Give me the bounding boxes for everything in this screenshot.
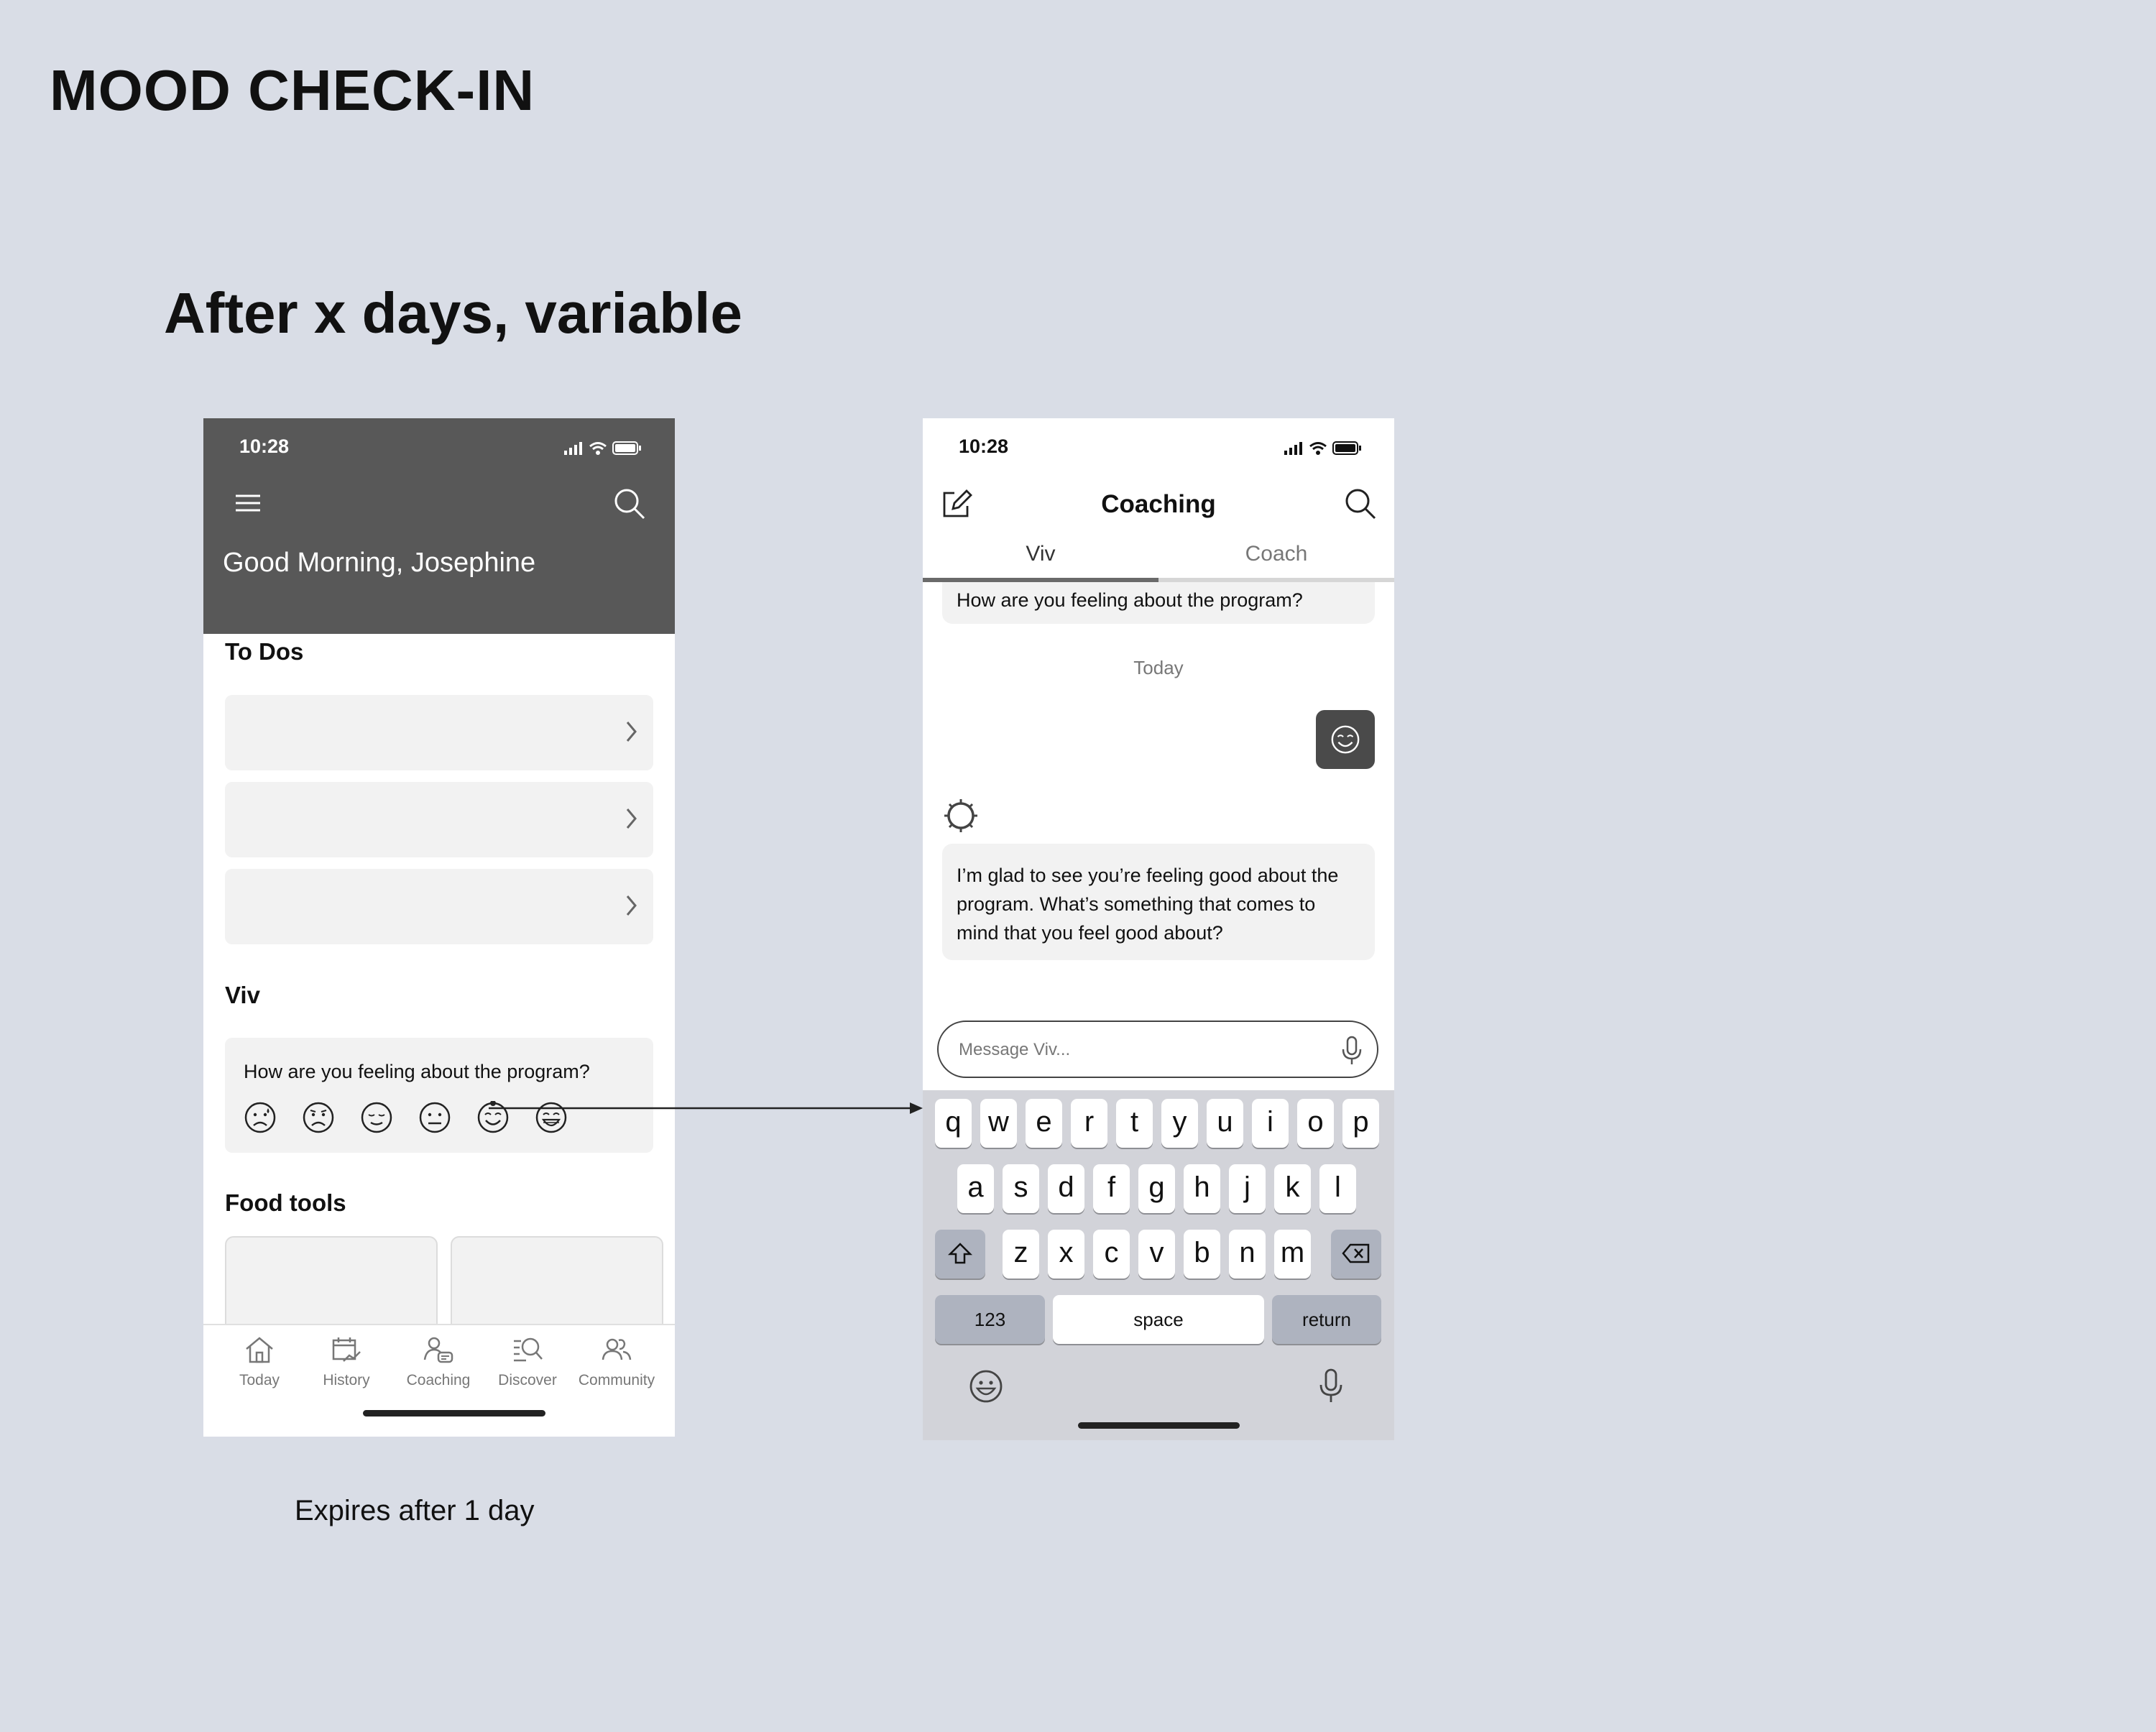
tab-label: Discover	[498, 1372, 557, 1388]
tab-viv[interactable]: Viv	[1026, 542, 1056, 566]
viv-heading: Viv	[225, 982, 260, 1008]
key-e[interactable]: e	[1026, 1099, 1062, 1148]
key-t[interactable]: t	[1116, 1099, 1153, 1148]
todos-heading: To Dos	[225, 638, 304, 665]
key-z[interactable]: z	[1003, 1230, 1039, 1279]
screen-title: Coaching	[1101, 490, 1216, 518]
viv-reply-message	[942, 844, 1375, 960]
bottom-tab-bar	[203, 1324, 675, 1437]
smiling-face-icon	[1330, 724, 1361, 755]
search-icon[interactable]	[1344, 487, 1377, 520]
home-icon	[244, 1335, 275, 1364]
tab-history[interactable]	[300, 1335, 393, 1389]
message-input-box	[937, 1021, 1378, 1078]
home-header	[203, 418, 675, 634]
home-indicator	[363, 1410, 545, 1417]
key-v[interactable]: v	[1138, 1230, 1175, 1279]
viv-question: How are you feeling about the program?	[244, 1061, 590, 1082]
chevron-right-icon	[625, 806, 639, 831]
backspace-icon	[1342, 1243, 1370, 1264]
shift-arrow-icon	[948, 1241, 972, 1266]
chevron-right-icon	[625, 893, 639, 918]
key-c[interactable]: c	[1093, 1230, 1130, 1279]
chevron-right-icon	[625, 719, 639, 744]
message-line: I’m glad to see you’re feeling good about the	[957, 865, 1339, 886]
todo-item[interactable]	[225, 869, 653, 944]
todo-item[interactable]	[225, 782, 653, 857]
viv-avatar-icon	[942, 797, 980, 834]
tab-discover[interactable]	[481, 1335, 574, 1389]
discover-search-icon	[512, 1335, 543, 1364]
key-s[interactable]: s	[1003, 1164, 1039, 1213]
key-i[interactable]: i	[1252, 1099, 1289, 1148]
key-d[interactable]: d	[1048, 1164, 1084, 1213]
coaching-screen	[923, 418, 1394, 1440]
return-key[interactable]: return	[1272, 1295, 1381, 1344]
key-y[interactable]: y	[1161, 1099, 1198, 1148]
key-f[interactable]: f	[1093, 1164, 1130, 1213]
key-l[interactable]: l	[1319, 1164, 1356, 1213]
key-q[interactable]: q	[935, 1099, 972, 1148]
search-icon[interactable]	[613, 487, 646, 520]
tab-label: Coaching	[406, 1372, 471, 1388]
tab-label: Community	[578, 1372, 655, 1388]
home-screen	[203, 418, 675, 1437]
keyboard	[923, 1090, 1394, 1440]
home-indicator	[1078, 1422, 1240, 1429]
page-title: MOOD CHECK-IN	[50, 58, 535, 122]
todo-item[interactable]	[225, 695, 653, 770]
hamburger-menu-icon[interactable]	[234, 493, 263, 515]
key-u[interactable]: u	[1207, 1099, 1243, 1148]
sent-mood-message	[1316, 710, 1375, 769]
emoji-keyboard-icon[interactable]	[968, 1368, 1004, 1404]
backspace-key[interactable]	[1331, 1230, 1381, 1279]
neutral-face-icon[interactable]	[418, 1101, 451, 1134]
status-icons	[1283, 440, 1365, 456]
message-text: How are you feeling about the program?	[957, 589, 1303, 611]
key-j[interactable]: j	[1229, 1164, 1266, 1213]
key-r[interactable]: r	[1071, 1099, 1107, 1148]
greeting-text: Good Morning, Josephine	[223, 548, 536, 578]
key-a[interactable]: a	[957, 1164, 994, 1213]
food-tools-heading: Food tools	[225, 1189, 346, 1216]
message-line: mind that you feel good about?	[957, 922, 1223, 944]
tab-coach[interactable]: Coach	[1245, 542, 1308, 566]
microphone-icon[interactable]	[1341, 1035, 1363, 1067]
tab-label: Today	[239, 1372, 280, 1388]
expiry-caption: Expires after 1 day	[295, 1495, 535, 1526]
date-divider: Today	[1133, 657, 1184, 678]
key-g[interactable]: g	[1138, 1164, 1175, 1213]
key-o[interactable]: o	[1297, 1099, 1334, 1148]
coaching-chat-icon	[423, 1335, 454, 1364]
tab-label: History	[323, 1372, 370, 1388]
header-wave	[203, 591, 675, 641]
tab-coaching[interactable]	[392, 1335, 485, 1389]
page-subtitle: After x days, variable	[164, 281, 742, 345]
key-h[interactable]: h	[1184, 1164, 1220, 1213]
crying-face-icon[interactable]	[244, 1101, 277, 1134]
key-n[interactable]: n	[1229, 1230, 1266, 1279]
key-k[interactable]: k	[1274, 1164, 1311, 1213]
key-m[interactable]: m	[1274, 1230, 1311, 1279]
dictation-microphone-icon[interactable]	[1319, 1368, 1343, 1405]
key-x[interactable]: x	[1048, 1230, 1084, 1279]
key-w[interactable]: w	[980, 1099, 1017, 1148]
numbers-key[interactable]: 123	[935, 1295, 1045, 1344]
key-b[interactable]: b	[1184, 1230, 1220, 1279]
calendar-chart-icon	[331, 1335, 362, 1364]
viv-mood-card	[225, 1038, 653, 1153]
message-line: program. What’s something that comes to	[957, 893, 1316, 915]
tab-community[interactable]	[570, 1335, 663, 1389]
relieved-face-icon[interactable]	[360, 1101, 393, 1134]
flow-arrow	[489, 1100, 934, 1121]
frowning-face-icon[interactable]	[302, 1101, 335, 1134]
status-time: 10:28	[959, 436, 1009, 457]
key-p[interactable]: p	[1342, 1099, 1379, 1148]
message-input[interactable]	[957, 1032, 1334, 1068]
previous-message	[942, 582, 1375, 624]
tab-today[interactable]	[213, 1335, 306, 1389]
community-people-icon	[601, 1335, 632, 1364]
status-time: 10:28	[239, 436, 290, 457]
shift-key[interactable]	[935, 1230, 985, 1279]
status-icons	[563, 440, 645, 456]
message-text	[957, 861, 1338, 947]
space-key[interactable]: space	[1053, 1295, 1264, 1344]
